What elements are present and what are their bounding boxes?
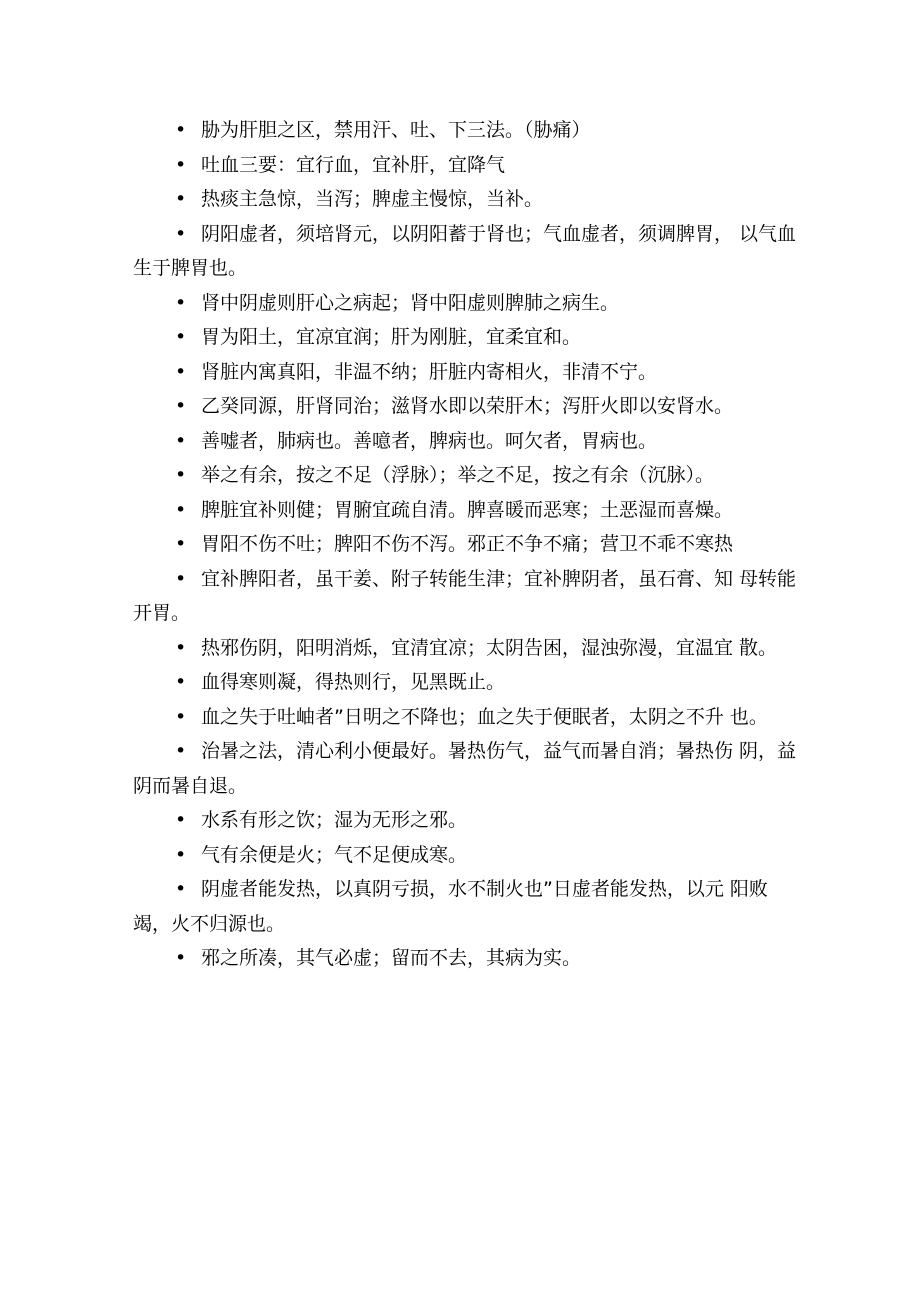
bullet-icon: • — [175, 119, 187, 141]
list-item — [133, 355, 803, 390]
bullet-icon: • — [175, 188, 187, 210]
bullet-icon: • — [175, 567, 187, 590]
list-item — [133, 113, 803, 148]
list-item-text: 邪之所凑，其气必虚；留而不去，其病为实。 — [201, 947, 582, 969]
bullet-icon: • — [175, 360, 187, 383]
list-item — [133, 527, 803, 562]
bullet-icon: • — [175, 429, 187, 452]
list-item — [133, 217, 803, 286]
list-item — [133, 734, 803, 803]
list-item-text: 胃阳不伤不吐；脾阳不伤不泻。邪正不争不痛；营卫不乖不寒热 — [201, 533, 734, 555]
list-item-text: 血之失于吐岫者”日明之不降也；血之失于便眠者，太阴之不升 也。 — [201, 705, 768, 728]
list-item-text: 肾中阴虚则肝心之病起；肾中阳虚则脾肺之病生。 — [201, 291, 620, 314]
list-item — [133, 493, 803, 528]
list-item-text: 举之有余，按之不足（浮脉）；举之不足，按之有余（沉脉）。 — [201, 464, 715, 486]
list-item — [133, 838, 803, 873]
list-item — [133, 562, 803, 631]
list-item — [133, 458, 803, 493]
list-item-text: 水系有形之饮；湿为无形之邪。 — [201, 809, 468, 831]
list-item-text: 善嘘者，肺病也。善噫者，脾病也。呵欠者，胃病也。 — [201, 429, 658, 452]
aphorism-list — [133, 113, 803, 976]
list-item — [133, 665, 803, 700]
bullet-icon: • — [175, 843, 187, 866]
list-item-text: 胃为阳土，宜凉宜润；肝为刚脏，宜柔宜和。 — [201, 326, 582, 348]
bullet-icon: • — [175, 947, 187, 969]
bullet-icon: • — [175, 395, 187, 417]
list-item — [133, 148, 803, 183]
list-item — [133, 803, 803, 838]
bullet-icon: • — [175, 636, 187, 659]
list-item-text: 肾脏内寓真阳，非温不纳；肝脏内寄相火，非清不宁。 — [201, 360, 658, 383]
list-item — [133, 424, 803, 459]
bullet-icon: • — [175, 671, 187, 693]
list-item — [133, 286, 803, 321]
list-item — [133, 320, 803, 355]
list-item — [133, 389, 803, 424]
bullet-icon: • — [175, 740, 187, 762]
list-item-text: 阴虚者能发热，以真阴亏损，水不制火也”日虚者能发热，以元 阳败竭，火不归源也。 — [133, 878, 768, 935]
bullet-icon: • — [175, 809, 187, 831]
list-item — [133, 631, 803, 666]
list-item-text: 胁为肝胆之区，禁用汗、吐、下三法。（胁痛） — [201, 119, 591, 141]
bullet-icon: • — [175, 464, 187, 486]
list-item-text: 热邪伤阴，阳明消烁，宜清宜凉；太阴告困，湿浊弥漫，宜温宜 散。 — [201, 636, 778, 659]
bullet-icon: • — [175, 222, 187, 245]
bullet-icon: • — [175, 326, 187, 348]
bullet-icon: • — [175, 878, 187, 900]
bullet-icon: • — [175, 291, 187, 314]
list-item — [133, 941, 803, 976]
bullet-icon: • — [175, 533, 187, 555]
list-item-text: 血得寒则凝，得热则行，见黑既止。 — [201, 671, 506, 693]
bullet-icon: • — [175, 153, 187, 176]
bullet-icon: • — [175, 705, 187, 728]
list-item-text: 乙癸同源，肝肾同治；滋肾水即以荣肝木；泻肝火即以安肾水。 — [201, 395, 734, 417]
list-item-text: 治暑之法，清心利小便最好。暑热伤气，益气而暑自消；暑热伤 阴，益阴而暑自退。 — [133, 740, 797, 797]
list-item-text: 脾脏宜补则健；胃腑宜疏自清。脾喜暖而恶寒；土恶湿而喜燥。 — [201, 498, 734, 521]
bullet-icon: • — [175, 498, 187, 521]
list-item-text: 宜补脾阳者，虽干姜、附子转能生津；宜补脾阴者，虽石膏、知 母转能开胃。 — [133, 567, 797, 624]
list-item — [133, 182, 803, 217]
list-item-text: 阴阳虚者，须培肾元，以阴阳蓄于肾也；气血虚者，须调脾胃， 以气血生于脾胃也。 — [133, 222, 797, 279]
list-item — [133, 700, 803, 735]
list-item-text: 气有余便是火；气不足便成寒。 — [201, 843, 468, 866]
list-item — [133, 872, 803, 941]
list-item-text: 吐血三要：宜行血，宜补肝，宜降气 — [201, 153, 506, 176]
list-item-text: 热痰主急惊，当泻；脾虚主慢惊，当补。 — [201, 188, 544, 210]
